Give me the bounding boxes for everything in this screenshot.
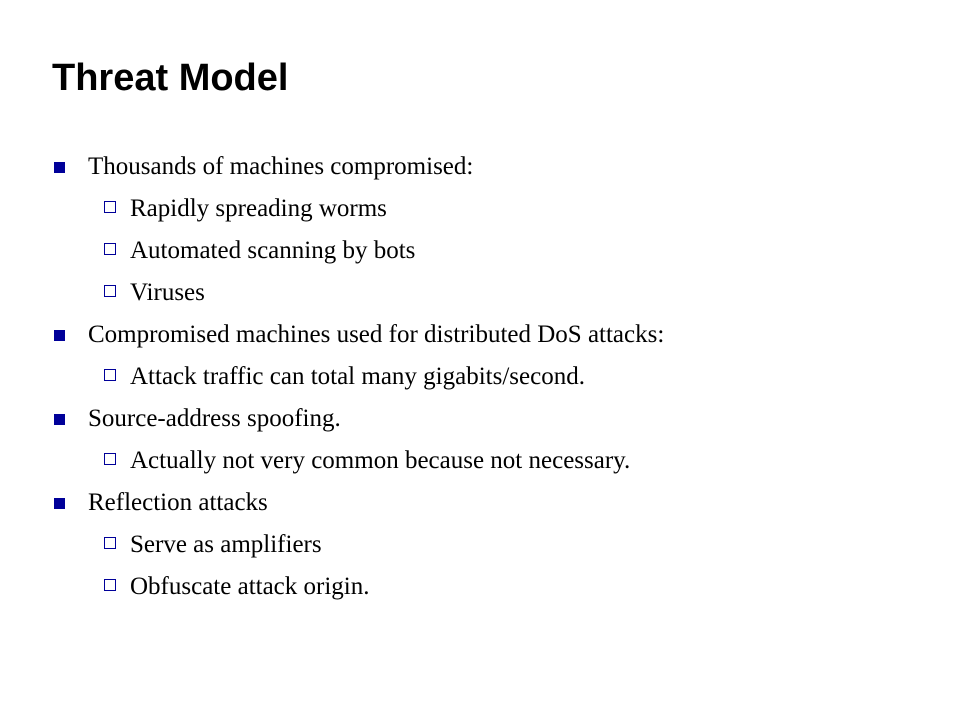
hollow-square-bullet-icon <box>104 369 116 381</box>
bullet-item <box>52 398 664 482</box>
hollow-square-bullet-icon <box>104 201 116 213</box>
sub-bullet-text: Serve as amplifiers <box>130 531 322 558</box>
bullet-text: Thousands of machines compromised: <box>88 153 474 180</box>
bullet-text: Compromised machines used for distributed DoS attacks: <box>88 321 665 348</box>
sub-bullet-text: Actually not very common because not necessary. <box>130 447 631 474</box>
sub-bullet-text: Automated scanning by bots <box>130 237 416 264</box>
square-bullet-icon <box>54 162 65 173</box>
sub-bullet-list <box>88 188 664 314</box>
sub-bullet-text: Viruses <box>130 279 205 306</box>
sub-bullet-item <box>88 440 664 482</box>
sub-bullet-list <box>88 356 664 398</box>
bullet-item <box>52 482 664 608</box>
hollow-square-bullet-icon <box>104 537 116 549</box>
sub-bullet-item <box>88 524 664 566</box>
square-bullet-icon <box>54 498 65 509</box>
sub-bullet-text: Obfuscate attack origin. <box>130 573 370 600</box>
hollow-square-bullet-icon <box>104 579 116 591</box>
bullet-text: Reflection attacks <box>88 489 268 516</box>
bullet-item <box>52 314 664 398</box>
sub-bullet-text: Rapidly spreading worms <box>130 195 387 222</box>
sub-bullet-text: Attack traffic can total many gigabits/second. <box>130 363 585 390</box>
square-bullet-icon <box>54 330 65 341</box>
sub-bullet-list <box>88 524 664 608</box>
hollow-square-bullet-icon <box>104 453 116 465</box>
hollow-square-bullet-icon <box>104 285 116 297</box>
sub-bullet-item <box>88 566 664 608</box>
sub-bullet-item <box>88 356 664 398</box>
bullet-item <box>52 146 664 314</box>
slide-title: Threat Model <box>52 57 289 99</box>
sub-bullet-item <box>88 272 664 314</box>
sub-bullet-item <box>88 188 664 230</box>
hollow-square-bullet-icon <box>104 243 116 255</box>
sub-bullet-item <box>88 230 664 272</box>
square-bullet-icon <box>54 414 65 425</box>
sub-bullet-list <box>88 440 664 482</box>
bullet-text: Source-address spoofing. <box>88 405 341 432</box>
bullet-list <box>52 146 664 608</box>
